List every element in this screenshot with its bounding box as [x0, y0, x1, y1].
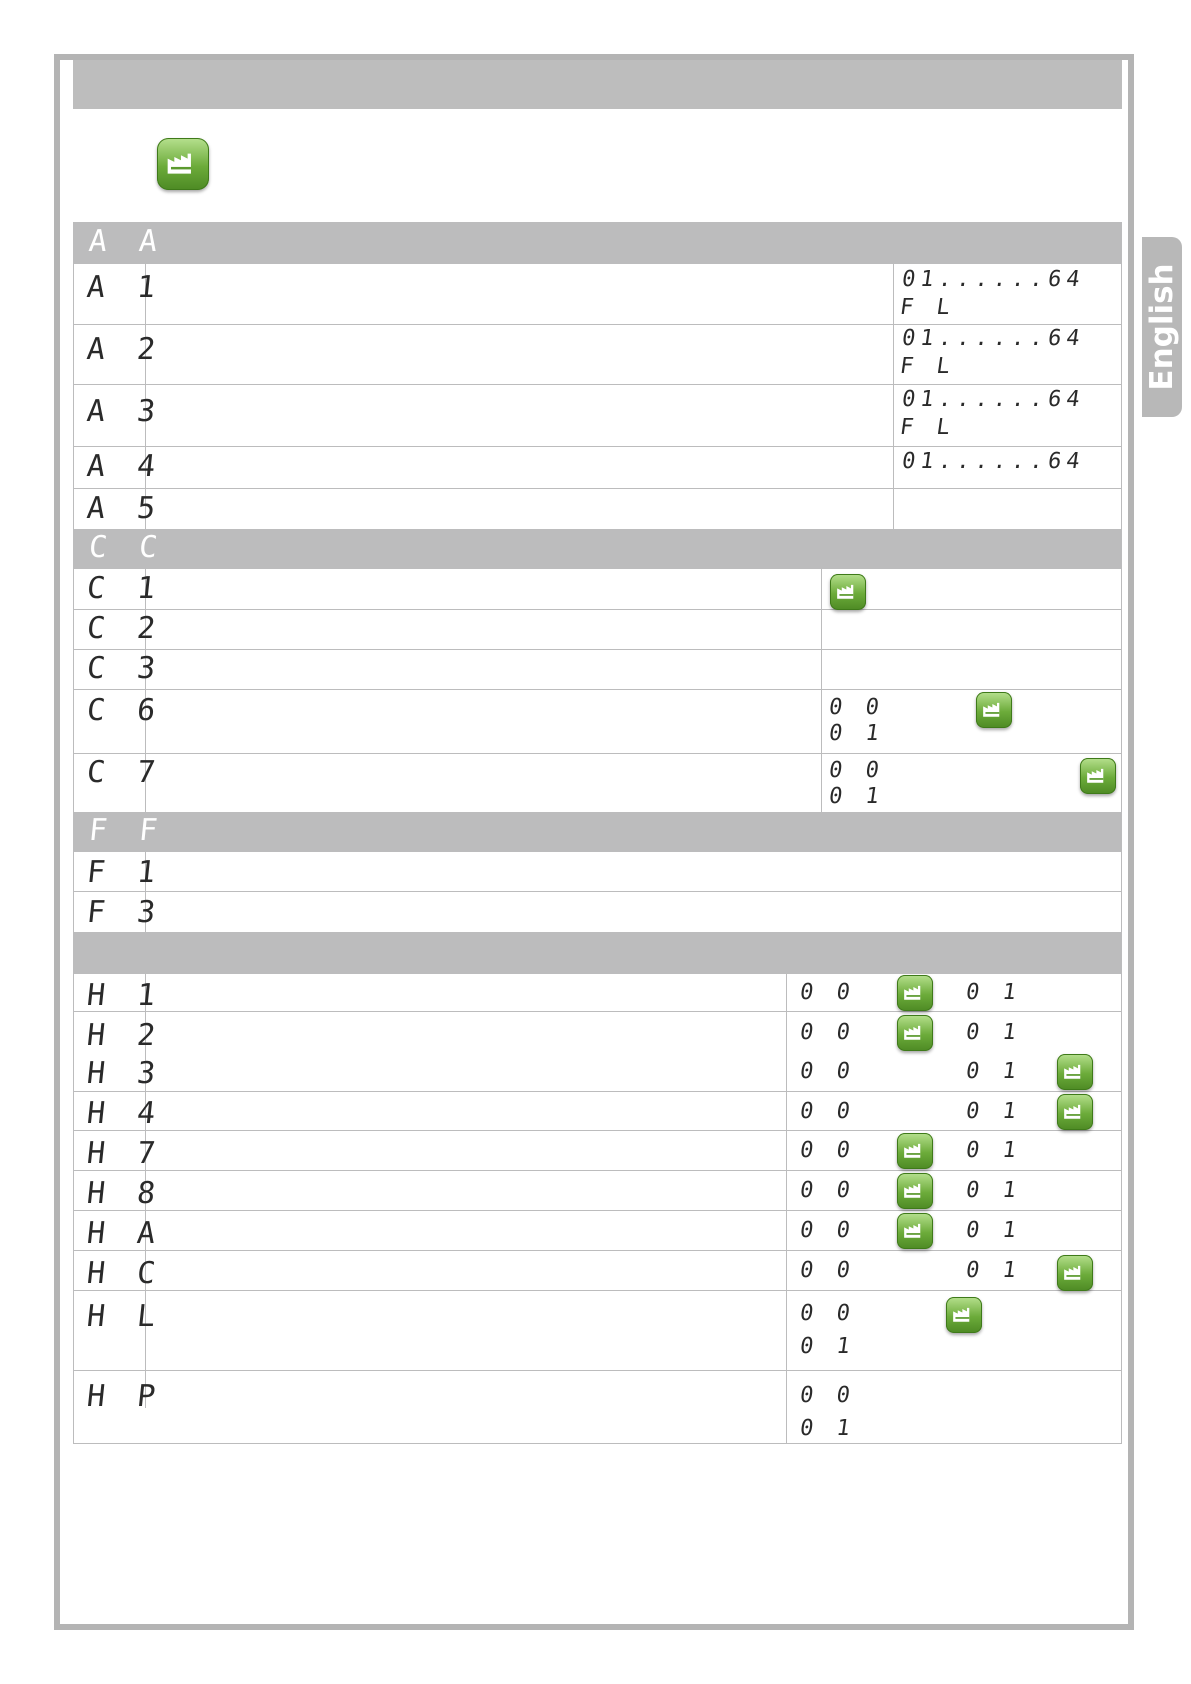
option-value: 0 1	[964, 1099, 1023, 1124]
option-value: 0 1	[964, 1059, 1023, 1084]
option-value: 0 0	[827, 695, 886, 720]
parameter-code: C 2	[85, 611, 165, 646]
row-divider	[73, 1091, 1122, 1092]
option-value: 0 0	[798, 1138, 857, 1163]
column-divider	[821, 569, 822, 812]
parameter-code: H 1	[85, 978, 165, 1013]
row-divider	[73, 649, 1122, 650]
row-divider	[73, 1370, 1122, 1371]
factory-icon	[1057, 1255, 1093, 1291]
parameter-code: H 3	[85, 1056, 165, 1091]
parameter-code: F 1	[85, 855, 165, 890]
row-divider	[73, 446, 1122, 447]
factory-icon	[897, 975, 933, 1011]
row-divider	[73, 753, 1122, 754]
factory-icon	[830, 574, 866, 610]
row-divider	[73, 1011, 1122, 1012]
section-header-aa	[73, 222, 1122, 264]
parameter-code: C 7	[85, 755, 165, 790]
title-bar	[73, 60, 1122, 109]
section-code: A A	[87, 224, 167, 259]
option-value: 0 0	[798, 1178, 857, 1203]
factory-icon	[1057, 1054, 1093, 1090]
range-value: 01......64	[900, 449, 1087, 474]
parameter-code: A 4	[85, 449, 165, 484]
parameter-code: H C	[85, 1256, 165, 1291]
option-value: 0 0	[827, 758, 886, 783]
option-value: 0 0	[798, 1258, 857, 1283]
row-divider	[73, 1130, 1122, 1131]
parameter-code: C 6	[85, 693, 165, 728]
section-header-h	[73, 932, 1122, 974]
parameter-code: H 2	[85, 1018, 165, 1053]
option-value: 0 1	[964, 1020, 1023, 1045]
row-divider	[73, 609, 1122, 610]
parameter-code: H 4	[85, 1096, 165, 1131]
section-header-cc	[73, 529, 1122, 569]
parameter-code: C 1	[85, 571, 165, 606]
parameter-code: H 8	[85, 1176, 165, 1211]
parameter-code: C 3	[85, 651, 165, 686]
factory-icon	[897, 1213, 933, 1249]
option-value: 0 0	[798, 1218, 857, 1243]
parameter-code: A 5	[85, 491, 165, 526]
option-value: 0 1	[964, 1258, 1023, 1283]
option-value: 0 1	[964, 1138, 1023, 1163]
row-divider	[73, 891, 1122, 892]
section-code: C C	[87, 530, 167, 565]
row-divider	[73, 384, 1122, 385]
option-value: 0 1	[798, 1334, 857, 1359]
range-value: 01......64	[900, 326, 1087, 351]
alt-value: F L	[898, 415, 957, 440]
row-divider	[73, 488, 1122, 489]
language-label: English	[1144, 263, 1180, 391]
factory-icon	[946, 1297, 982, 1333]
factory-icon	[1080, 758, 1116, 794]
language-tab[interactable]	[1142, 237, 1182, 417]
section-code: F F	[87, 813, 167, 848]
option-value: 0 1	[964, 980, 1023, 1005]
range-value: 01......64	[900, 267, 1087, 292]
factory-icon	[897, 1133, 933, 1169]
factory-icon	[897, 1173, 933, 1209]
parameter-code: F 3	[85, 895, 165, 930]
factory-icon	[157, 138, 209, 190]
option-value: 0 1	[964, 1218, 1023, 1243]
option-value: 0 0	[798, 1383, 857, 1408]
row-divider	[73, 1290, 1122, 1291]
alt-value: F L	[898, 295, 957, 320]
option-value: 0 1	[964, 1178, 1023, 1203]
parameter-code: A 1	[85, 270, 165, 305]
row-divider	[73, 324, 1122, 325]
option-value: 0 1	[798, 1416, 857, 1441]
option-value: 0 1	[827, 784, 886, 809]
option-value: 0 0	[798, 1020, 857, 1045]
parameter-code: H A	[85, 1216, 165, 1251]
option-value: 0 0	[798, 980, 857, 1005]
parameter-code: H P	[85, 1379, 165, 1414]
row-divider	[73, 1170, 1122, 1171]
section-header-ff	[73, 812, 1122, 852]
option-value: 0 0	[798, 1301, 857, 1326]
alt-value: F L	[898, 354, 957, 379]
column-divider	[786, 974, 787, 1444]
column-divider	[893, 264, 894, 529]
factory-icon	[1057, 1094, 1093, 1130]
option-value: 0 0	[798, 1059, 857, 1084]
factory-icon	[976, 692, 1012, 728]
parameter-code: H 7	[85, 1136, 165, 1171]
option-value: 0 1	[827, 721, 886, 746]
row-divider	[73, 689, 1122, 690]
range-value: 01......64	[900, 387, 1087, 412]
factory-icon	[897, 1015, 933, 1051]
option-value: 0 0	[798, 1099, 857, 1124]
parameter-code: A 3	[85, 394, 165, 429]
parameter-code: H L	[85, 1299, 165, 1334]
row-divider	[73, 1210, 1122, 1211]
parameter-code: A 2	[85, 332, 165, 367]
row-divider	[73, 1250, 1122, 1251]
